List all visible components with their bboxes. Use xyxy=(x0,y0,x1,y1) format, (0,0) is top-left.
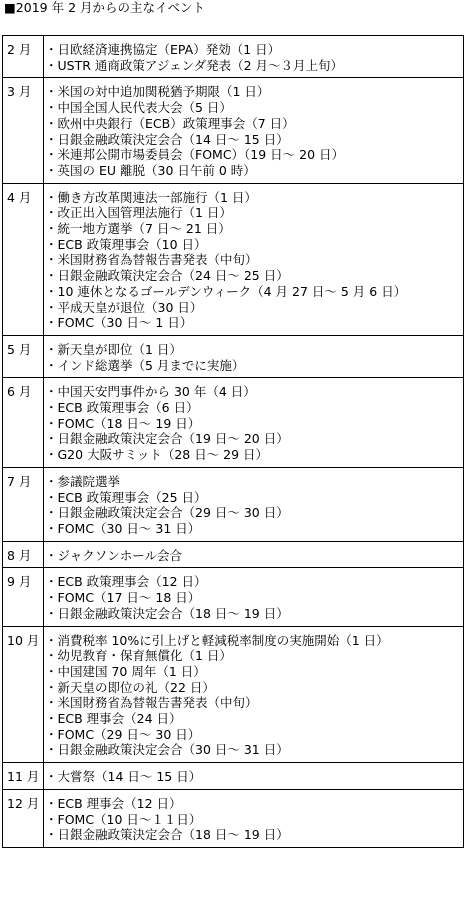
month-cell: 9 月 xyxy=(3,568,44,626)
event-item: ・日欧経済連携協定（EPA）発効（1 日） xyxy=(45,42,281,57)
event-item: ・FOMC（30 日～ 31 日） xyxy=(45,520,201,536)
event-item: ・FOMC（10 日～１１日） xyxy=(45,811,202,827)
event-item: ・米連邦公開市場委員会（FOMC）（19 日～ 20 日） xyxy=(45,147,345,163)
event-item: ・ECB 理事会（12 日） xyxy=(45,795,182,811)
event-item: ・ECB 政策理事会（12 日） xyxy=(45,574,207,590)
table-row xyxy=(3,335,464,377)
table-row xyxy=(3,541,464,568)
event-item: ・USTR 通商政策アジェンダ発表（2 月～３月上旬） xyxy=(45,57,344,73)
event-item: ・日銀金融政策決定会合（24 日～ 25 日） xyxy=(45,268,289,284)
table-row xyxy=(3,78,464,183)
table-row xyxy=(3,378,464,468)
month-cell: 5 月 xyxy=(3,335,44,377)
events-cell xyxy=(44,763,464,790)
page-title: ■2019 年 2 月からの主なイベント xyxy=(4,0,205,15)
event-item: ・米国財務省為替報告書発表（中旬） xyxy=(45,252,258,268)
table-row xyxy=(3,183,464,335)
event-item: ・ジャクソンホール会合 xyxy=(45,547,183,563)
events-table xyxy=(2,35,464,848)
event-item: ・FOMC（29 日～ 30 日） xyxy=(45,726,201,742)
event-item: ・FOMC（17 日～ 18 日） xyxy=(45,590,201,606)
table-row xyxy=(3,467,464,541)
events-cell xyxy=(44,626,464,763)
event-item: ・新天皇が即位（1 日） xyxy=(45,341,182,357)
month-cell: 8 月 xyxy=(3,541,44,568)
event-item: ・改正出入国管理法施行（1 日） xyxy=(45,205,232,221)
event-item: ・中国建国 70 周年（1 日） xyxy=(45,663,206,679)
event-item: ・平成天皇が退位（30 日） xyxy=(45,299,203,315)
event-item: ・米国財務省為替報告書発表（中旬） xyxy=(45,695,258,711)
month-cell: 4 月 xyxy=(3,183,44,335)
table-row xyxy=(3,789,464,847)
events-cell xyxy=(44,36,464,78)
events-cell xyxy=(44,541,464,568)
events-cell xyxy=(44,467,464,541)
month-cell: 3 月 xyxy=(3,78,44,183)
table-row xyxy=(3,36,464,78)
event-item: ・FOMC（18 日～ 19 日） xyxy=(45,415,201,431)
event-item: ・日銀金融政策決定会合（30 日～ 31 日） xyxy=(45,742,289,758)
events-cell xyxy=(44,789,464,847)
month-cell: 11 月 xyxy=(3,763,44,790)
event-item: ・ECB 政策理事会（6 日） xyxy=(45,400,199,416)
event-item: ・大嘗祭（14 日～ 15 日） xyxy=(45,769,202,785)
month-cell: 7 月 xyxy=(3,467,44,541)
table-row xyxy=(3,568,464,626)
event-item: ・日銀金融政策決定会合（29 日～ 30 日） xyxy=(45,505,289,521)
event-item: ・参議院選挙 xyxy=(45,473,121,489)
event-item: ・中国天安門事件から 30 年（4 日） xyxy=(45,384,256,400)
event-item: ・日銀金融政策決定会合（18 日～ 19 日） xyxy=(45,827,289,843)
event-item: ・日銀金融政策決定会合（19 日～ 20 日） xyxy=(45,431,289,447)
events-cell xyxy=(44,78,464,183)
month-cell: 6 月 xyxy=(3,378,44,468)
month-cell: 12 月 xyxy=(3,789,44,847)
event-item: ・英国の EU 離脱（30 日午前 0 時） xyxy=(45,162,256,178)
events-cell xyxy=(44,335,464,377)
event-item: ・統一地方選挙（7 日～ 21 日） xyxy=(45,221,231,237)
event-item: ・日銀金融政策決定会合（14 日～ 15 日） xyxy=(45,131,289,147)
event-item: ・10 連休となるゴールデンウィーク（4 月 27 日～ 5 月 6 日） xyxy=(45,283,407,299)
event-item: ・消費税率 10%に引上げと軽減税率制度の実施開始（1 日） xyxy=(45,632,389,648)
month-cell: 10 月 xyxy=(3,626,44,763)
event-item: ・日銀金融政策決定会合（18 日～ 19 日） xyxy=(45,605,289,621)
event-item: ・ECB 政策理事会（10 日） xyxy=(45,236,207,252)
event-item: ・中国全国人民代表大会（5 日） xyxy=(45,100,232,116)
event-item: ・FOMC（30 日～ 1 日） xyxy=(45,315,193,331)
event-item: ・幼児教育・保育無償化（1 日） xyxy=(45,648,232,664)
event-item: ・米国の対中追加関税猶予期限（1 日） xyxy=(45,84,270,100)
event-item: ・G20 大阪サミット（28 日～ 29 日） xyxy=(45,447,269,463)
event-item: ・新天皇の即位の礼（22 日） xyxy=(45,679,215,695)
table-row xyxy=(3,763,464,790)
event-item: ・インド総選挙（5 月までに実施） xyxy=(45,357,245,373)
events-cell xyxy=(44,568,464,626)
events-cell xyxy=(44,183,464,335)
month-cell: 2 月 xyxy=(3,36,44,78)
events-table-body xyxy=(3,36,464,848)
event-item: ・働き方改革関連法一部施行（1 日） xyxy=(45,189,257,205)
table-row xyxy=(3,626,464,763)
event-item: ・ECB 政策理事会（25 日） xyxy=(45,489,207,505)
event-item: ・欧州中央銀行（ECB）政策理事会（7 日） xyxy=(45,115,295,131)
event-item: ・ECB 理事会（24 日） xyxy=(45,711,182,727)
events-cell xyxy=(44,378,464,468)
